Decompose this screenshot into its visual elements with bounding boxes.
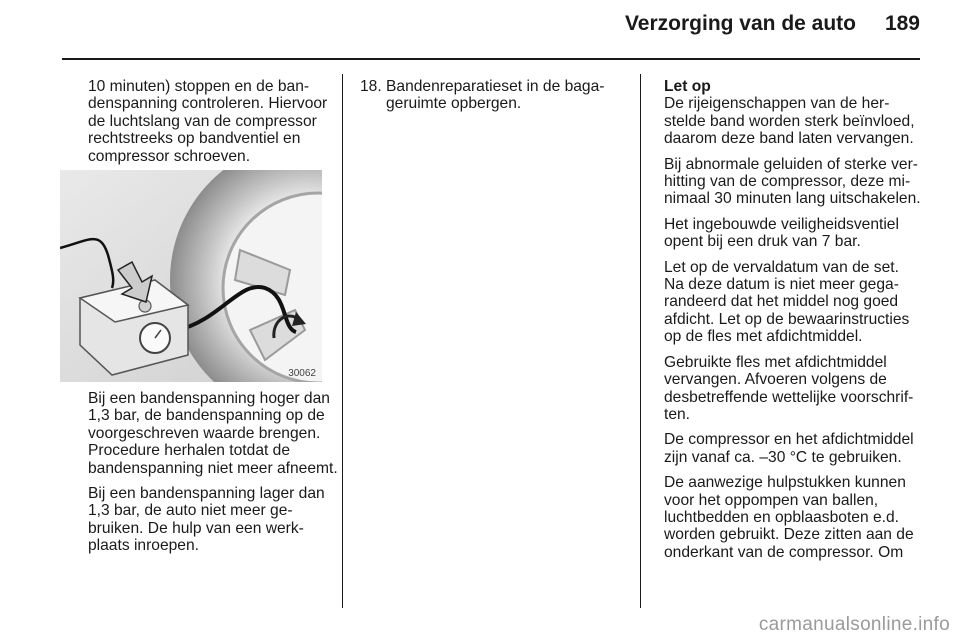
watermark: carmanualsonline.info xyxy=(758,614,950,635)
step-text: Bandenreparatieset in de bagageruimte opbergen. xyxy=(386,78,605,113)
paragraph-used-bottle: Gebruikte fles met afdichtmiddel vervangen. Afvoeren volgens de desbetreffende wettelijke voorschriften. xyxy=(664,353,914,423)
column-2 xyxy=(360,78,622,113)
column-divider-left xyxy=(342,74,343,608)
pressure-low-paragraph: Bij een bandenspanning lager dan 1,3 bar, de auto niet meer gebruiken. De hulp van een werkplaats inroepen. xyxy=(88,485,325,555)
compressor-figure xyxy=(60,170,322,382)
page-number: 189 xyxy=(884,12,920,35)
note-title: Let op xyxy=(664,78,711,95)
paragraph-safety-valve: Het ingebouwde veiligheidsventiel opent bij een druk van 7 bar. xyxy=(664,215,899,251)
column-3 xyxy=(664,78,922,569)
step-18 xyxy=(360,78,622,113)
intro-paragraph: 10 minuten) stoppen en de bandenspanning controleren. Hiervoor de luchtslang van de compressor rechtstreeks op bandventiel en compressor schroeven. xyxy=(88,78,328,165)
paragraph-compressor-noise: Bij abnormale geluiden of sterke verhitting van de compressor, deze minimaal 30 minuten lang uitschakelen. xyxy=(664,155,921,208)
note-text: De rijeigenschappen van de herstelde band worden sterk beïnvloed, daarom deze band laten vervangen. xyxy=(664,95,915,148)
column-1-lower xyxy=(88,390,338,563)
compressor-illustration xyxy=(60,170,322,382)
paragraph-accessories: De aanwezige hulpstukken kunnen voor het oppompen van ballen, luchtbedden en opblaasboten e.d. worden gebruikt. Deze zitten aan de onderkant van de compressor. Om xyxy=(664,474,914,561)
page-title: Verzorging van de auto xyxy=(624,12,856,35)
step-number: 18. xyxy=(360,78,382,95)
column-1 xyxy=(88,78,338,173)
figure-label: 30062 xyxy=(288,368,316,379)
header-rule xyxy=(62,58,920,60)
paragraph-temperature: De compressor en het afdichtmiddel zijn vanaf ca. –30 °C te gebruiken. xyxy=(664,431,914,466)
column-divider-right xyxy=(640,74,641,608)
pressure-high-paragraph: Bij een bandenspanning hoger dan 1,3 bar, de bandenspanning op de voorgeschreven waarde brengen. Procedure herhalen totdat de bandenspanning niet meer afneemt. xyxy=(88,390,338,477)
paragraph-expiry-date: Let op de vervaldatum van de set. Na deze datum is niet meer gegarandeerd dat het middel nog goed afdicht. Let op de bewaarinstructies op de fles met afdichtmiddel. xyxy=(664,258,910,346)
